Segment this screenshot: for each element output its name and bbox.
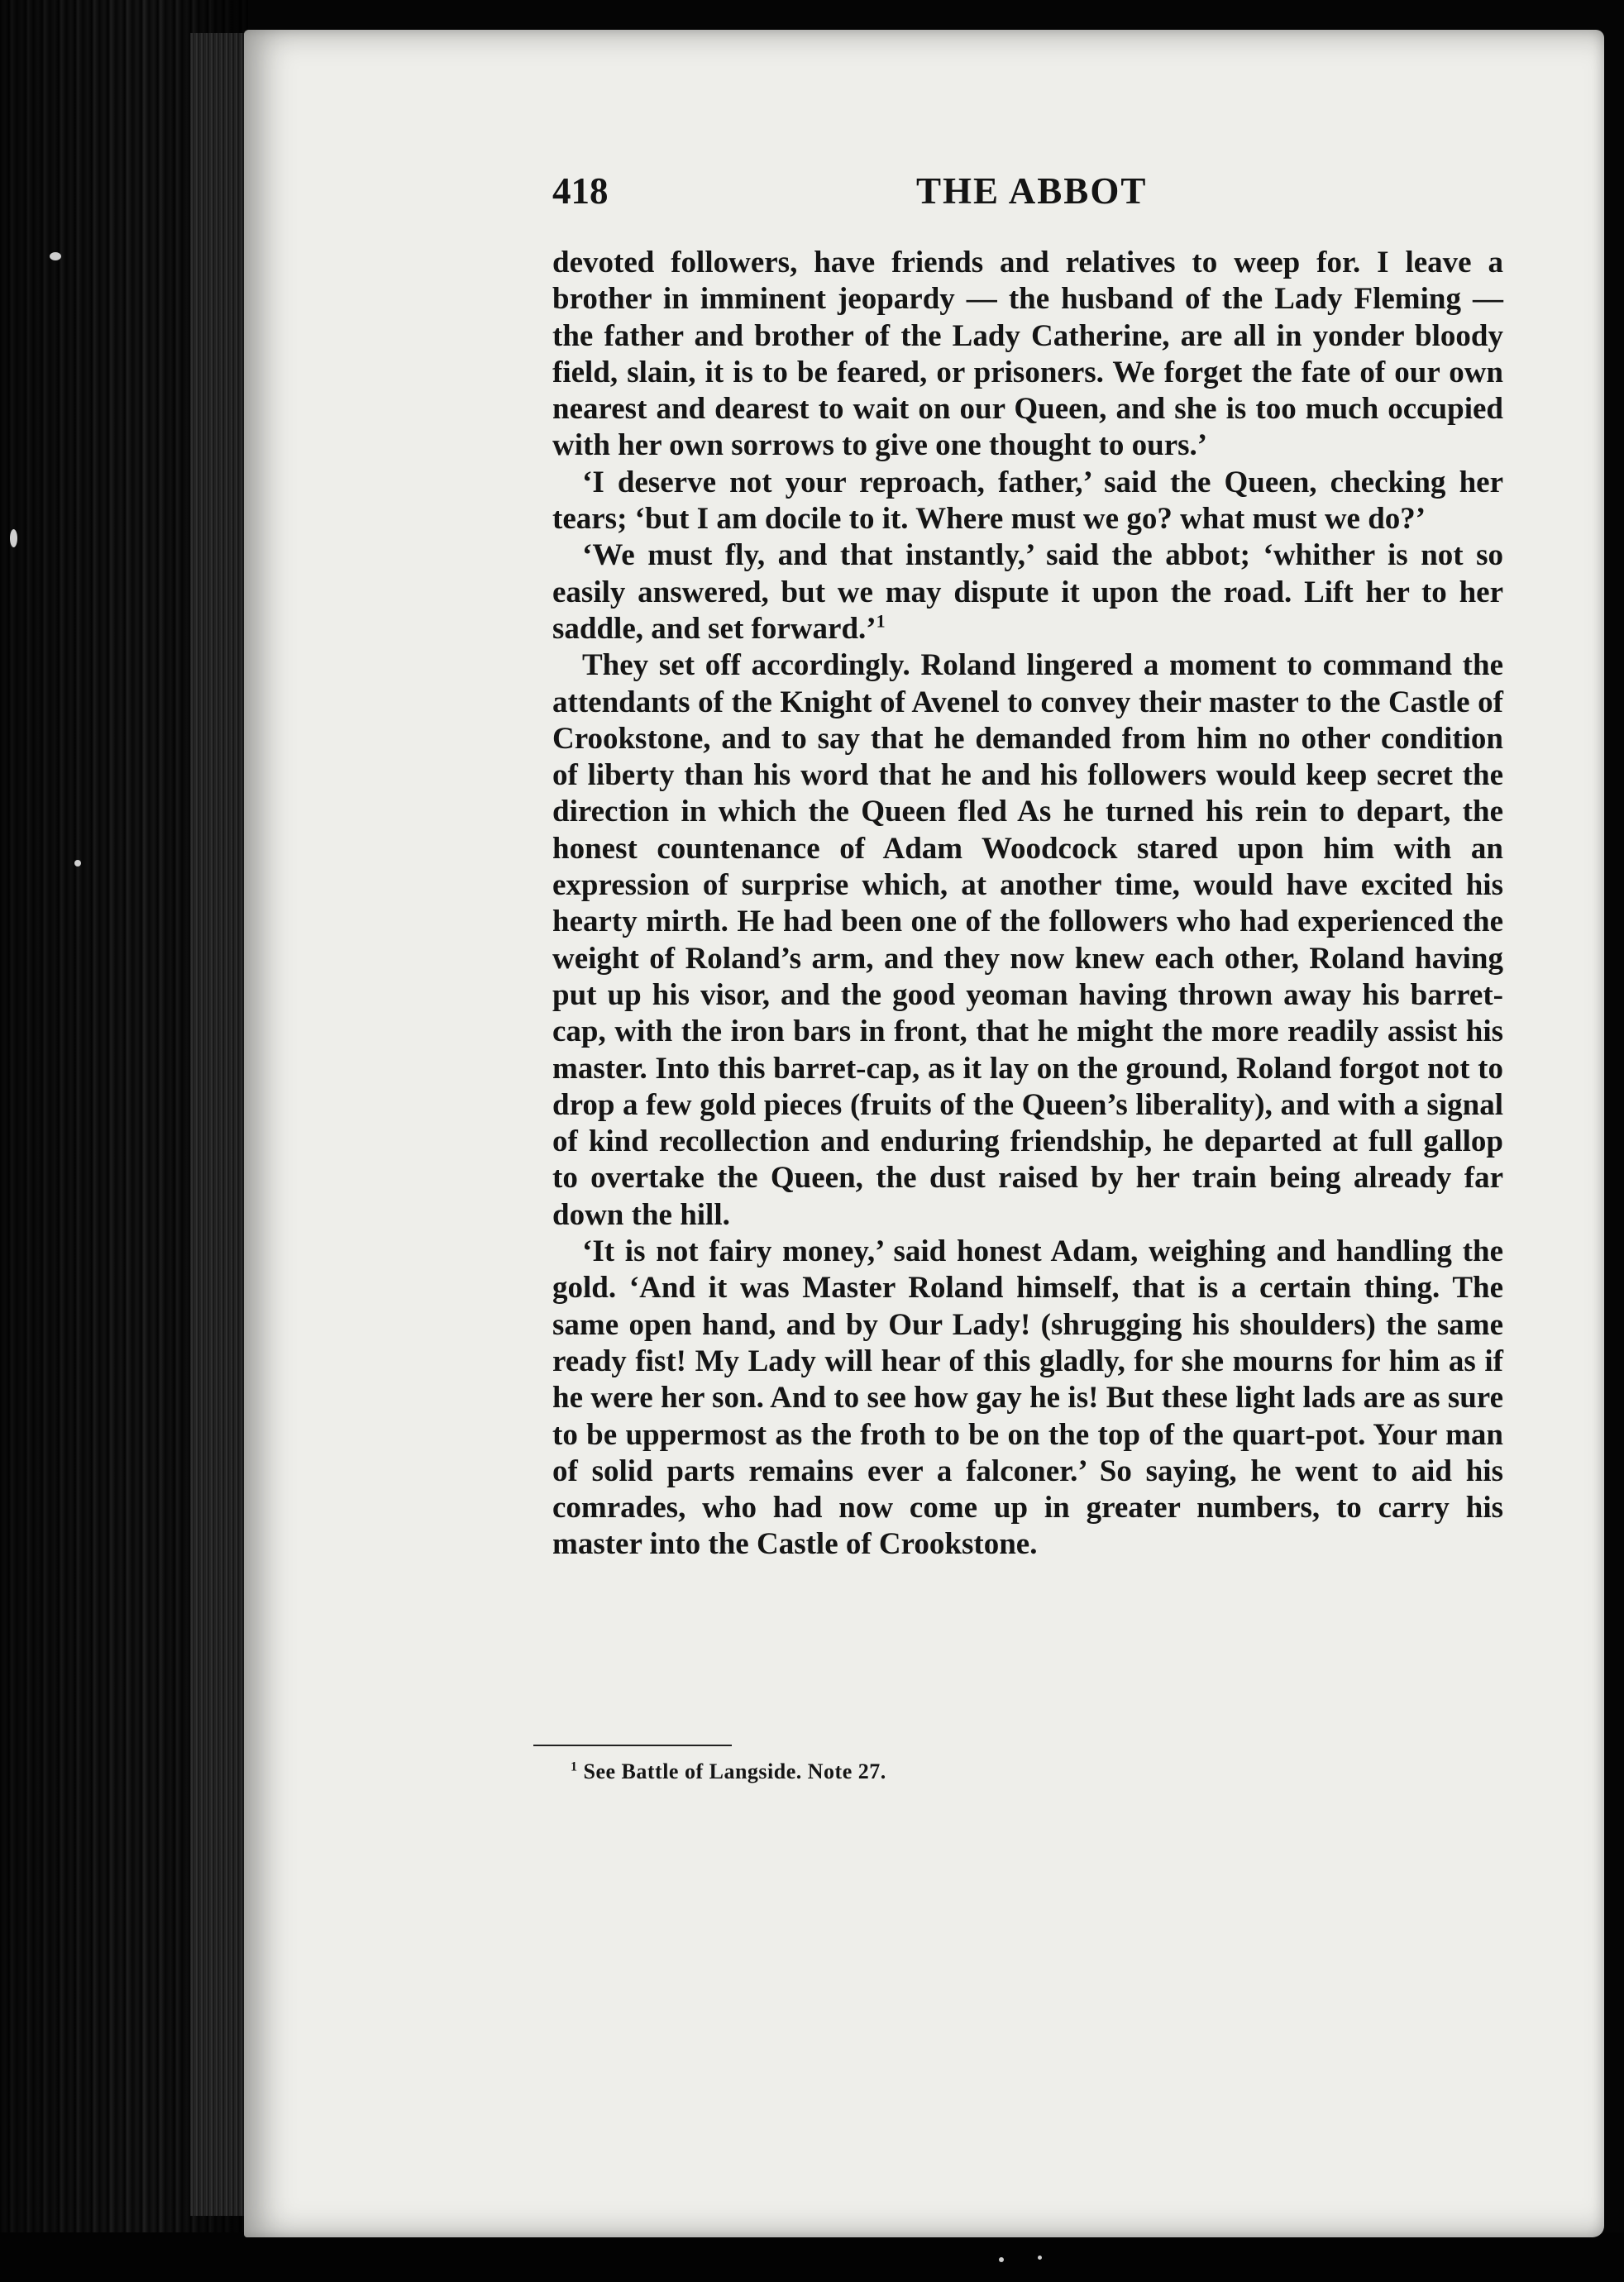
paragraph: ‘It is not fairy money,’ said honest Adam, weighing and handling the gold. ‘And it was Master Roland himself, that is a certain thing. The same open hand, and by Our Lady! (shrugging his shoulders) the same ready fist! My Lady will hear of this gladly, for she mourns for him as if he were her son. And to see how gay he is! But these light lads are as sure to be uppermost as the froth to be on the top of the quart-pot. Your man of solid parts remains ever a falconer.’ So saying, he went to aid his comrades, who had now come up in greater numbers, to carry his master into the Castle of Crookstone. [552,1234,1503,1562]
dust-speck [50,252,61,260]
dust-speck [999,2257,1004,2262]
page-number: 418 [552,170,609,212]
body-text [552,245,1503,1564]
paragraph-text: ‘We must fly, and that instantly,’ said the abbot; ‘whither is not so easily answered, but we may dispute it upon the road. Lift her to her saddle, and set forward.’ [552,538,1503,646]
footnote [571,1759,1315,1784]
dust-speck [74,860,81,866]
footnote-text: See Battle of Langside. Note 27. [583,1759,886,1783]
scan-border-bottom [0,2232,1624,2282]
paragraph: devoted followers, have friends and relatives to weep for. I leave a brother in imminent jeopardy — the husband of the Lady Fleming — the father and brother of the Lady Catherine, are all in yonder bloody field, slain, it is to be feared, or prisoners. We forget the fate of our own nearest and dearest to wait on our Queen, and she is too much occupied with her own sorrows to give one thought to ours.’ [552,246,1503,463]
footnote-marker: 1 [571,1759,578,1774]
dust-speck [1038,2256,1042,2260]
footnote-reference: 1 [876,610,886,632]
running-title: THE ABBOT [916,170,1148,212]
page-edges [190,33,248,2216]
dust-speck [10,529,17,547]
paragraph: They set off accordingly. Roland lingered a moment to command the attendants of the Knight of Avenel to convey their master to the Castle of Crookstone, and to say that he demanded from him no other condition of liberty than his word that he and his followers would keep secret the direction in which the Queen fled As he turned his rein to depart, the honest countenance of Adam Woodcock stared upon him with an expression of surprise which, at another time, would have excited his hearty mirth. He had been one of the followers who had experienced the weight of Roland’s arm, and they now knew each other, Roland having put up his visor, and the good yeoman having thrown away his barret-cap, with the iron bars in front, that he might the more readily assist his master. Into this barret-cap, as it lay on the ground, Roland forgot not to drop a few gold pieces (fruits of the Queen’s liberality), and with a signal of kind recollection and enduring friendship, he departed at full gallop to overtake the Queen, the dust raised by her train being already far down the hill. [552,648,1503,1232]
paragraph [552,537,1503,647]
paragraph: ‘I deserve not your reproach, father,’ said the Queen, checking her tears; ‘but I am docile to it. Where must we go? what must we do?’ [552,465,1503,537]
footnote-rule [533,1745,732,1746]
page-header [552,169,1503,219]
